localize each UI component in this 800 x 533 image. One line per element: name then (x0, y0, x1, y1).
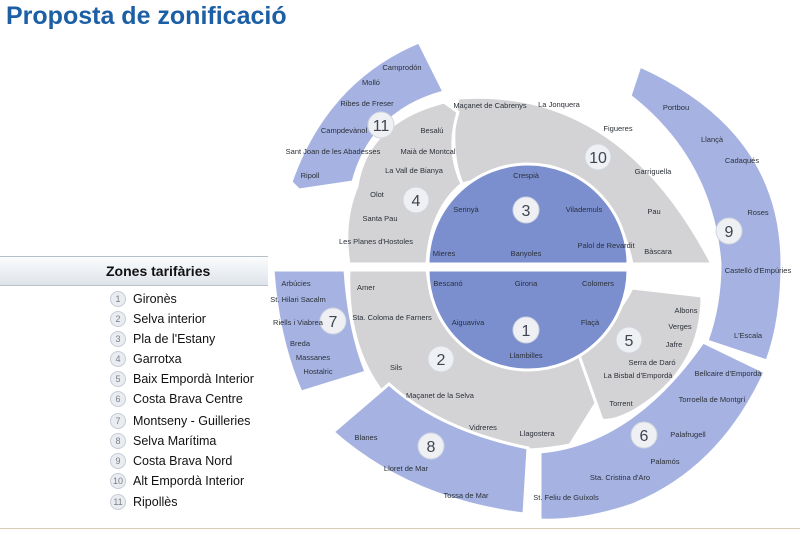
town-label: Crespià (513, 171, 539, 180)
town-label: Bellcaire d'Empordà (694, 369, 762, 378)
legend-item (110, 473, 244, 491)
town-label: Hostalric (303, 367, 333, 376)
town-label: Vidreres (469, 423, 497, 432)
legend-number: 11 (110, 494, 126, 510)
town-label: Palol de Revardit (577, 241, 635, 250)
town-label: La Vall de Bianya (385, 166, 443, 175)
legend-number: 10 (110, 473, 126, 489)
town-label: Campdevànol (320, 126, 368, 135)
town-label: Sant Joan de les Abadesses (285, 147, 381, 156)
zone-9-number: 9 (724, 224, 734, 241)
town-label: Ribes de Freser (340, 99, 394, 108)
footer-divider (0, 528, 800, 529)
legend-item (110, 494, 177, 512)
town-label: Olot (370, 190, 384, 199)
zone-5-number: 5 (624, 333, 634, 350)
legend-label: Costa Brava Nord (133, 454, 233, 468)
town-label: Sils (389, 363, 403, 372)
legend-label: Costa Brava Centre (133, 392, 243, 406)
town-label: St. Hilari Sacalm (270, 295, 326, 304)
town-label: Serinyà (453, 205, 479, 214)
legend-item (110, 331, 215, 349)
town-label: Massanes (295, 353, 331, 362)
town-label: Serra de Daró (628, 358, 676, 367)
town-label: Torroella de Montgrí (678, 395, 746, 404)
legend-label: Gironès (133, 292, 177, 306)
legend-label: Montseny - Guilleries (133, 414, 251, 428)
legend-number: 1 (110, 291, 126, 307)
town-label: Riells i Viabrea (273, 318, 323, 327)
town-label: La Jonquera (538, 100, 580, 109)
town-label: Flaçà (580, 318, 600, 327)
town-label: Pau (647, 207, 661, 216)
town-label: Palamós (650, 457, 680, 466)
legend-item (110, 453, 232, 471)
town-label: Molló (362, 78, 380, 87)
legend-number: 2 (110, 311, 126, 327)
town-label: Albons (674, 306, 698, 315)
town-label: Mieres (432, 249, 456, 258)
zone-4-number: 4 (411, 193, 421, 210)
legend-item (110, 371, 254, 389)
town-label: Bàscara (644, 247, 672, 256)
legend-number: 9 (110, 453, 126, 469)
town-label: Cadaqués (724, 156, 760, 165)
town-label: Lloret de Mar (383, 464, 429, 473)
legend-label: Garrotxa (133, 352, 182, 366)
legend-label: Ripollès (133, 495, 178, 509)
town-label: Verges (668, 322, 692, 331)
town-label: Palafrugell (670, 430, 706, 439)
town-label: Maçanet de la Selva (406, 391, 474, 400)
town-label: Torrent (609, 399, 633, 408)
town-label: Arbúcies (281, 279, 311, 288)
town-label: Besalú (420, 126, 444, 135)
town-label: Jafre (665, 340, 683, 349)
town-label: Roses (747, 208, 769, 217)
town-label: Blanes (354, 433, 378, 442)
town-label: Banyoles (510, 249, 542, 258)
town-label: Sta. Cristina d'Aro (589, 473, 651, 482)
town-label: Llançà (700, 135, 724, 144)
legend-number: 3 (110, 331, 126, 347)
town-label: La Bisbal d'Empordà (603, 371, 673, 380)
zone-6-number: 6 (639, 428, 649, 445)
town-label: Santa Pau (362, 214, 398, 223)
town-label: Llambilles (509, 351, 543, 360)
town-label: Tossa de Mar (443, 491, 489, 500)
legend-number: 6 (110, 391, 126, 407)
town-label: Camprodón (382, 63, 422, 72)
town-label: Amer (357, 283, 375, 292)
town-label: Maià de Montcal (400, 147, 456, 156)
page-title: Proposta de zonificació (6, 2, 287, 30)
town-label: Girona (514, 279, 538, 288)
legend-item (110, 433, 216, 451)
legend-item (110, 351, 182, 369)
town-label: Aiguaviva (451, 318, 485, 327)
legend-label: Selva Marítima (133, 434, 217, 448)
town-label: Bescanó (433, 279, 463, 288)
town-label: Castelló d'Empúries (724, 266, 792, 275)
zone-8-number: 8 (426, 439, 436, 456)
legend-title: Zones tarifàries (106, 263, 211, 279)
town-label: Breda (289, 339, 311, 348)
zone-11-number: 11 (372, 118, 390, 135)
legend-label: Pla de l'Estany (133, 332, 216, 346)
legend-item (110, 291, 177, 309)
zone-2-number: 2 (436, 352, 446, 369)
town-label: Llagostera (519, 429, 555, 438)
zone-10-number: 10 (589, 150, 607, 167)
zone-7-number: 7 (328, 314, 338, 331)
legend-label: Selva interior (133, 312, 206, 326)
town-label: Figueres (603, 124, 633, 133)
zone-3-number: 3 (521, 203, 531, 220)
legend-number: 7 (110, 413, 126, 429)
town-label: Sta. Coloma de Farners (352, 313, 432, 322)
legend-number: 8 (110, 433, 126, 449)
legend-item (110, 413, 250, 431)
town-label: Vilademuls (565, 205, 603, 214)
town-label: St. Feliu de Guíxols (533, 493, 599, 502)
town-label: Les Planes d'Hostoles (339, 237, 413, 246)
legend-number: 5 (110, 371, 126, 387)
town-label: L'Escala (733, 331, 763, 340)
town-label: Maçanet de Cabrenys (453, 101, 527, 110)
town-label: Ripoll (300, 171, 320, 180)
legend-label: Baix Empordà Interior (133, 372, 254, 386)
legend-item (110, 391, 243, 409)
town-label: Colomers (581, 279, 615, 288)
legend-label: Alt Empordà Interior (133, 474, 245, 488)
town-label: Portbou (662, 103, 690, 112)
town-label: Garriguella (634, 167, 672, 176)
legend-number: 4 (110, 351, 126, 367)
legend-item (110, 311, 206, 329)
zone-1-number: 1 (521, 323, 531, 340)
